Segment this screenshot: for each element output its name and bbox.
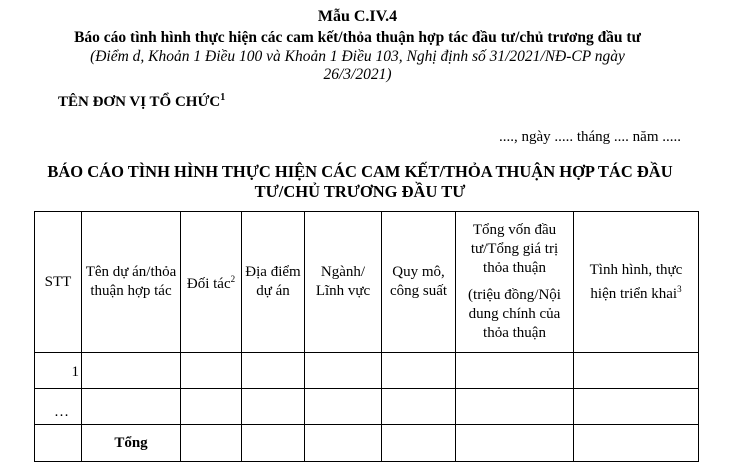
footnote-1: 1 — [220, 92, 226, 103]
status-text: Tình hình, thực hiện triển khai — [589, 261, 683, 302]
cell — [242, 389, 305, 425]
form-title: Báo cáo tình hình thực hiện các cam kết/thỏa thuận hợp tác đầu tư/chủ trương đầu tư — [74, 29, 641, 46]
row-stt: 1 — [35, 353, 82, 389]
cell — [456, 389, 574, 425]
header-status — [574, 212, 699, 353]
cell — [305, 425, 382, 462]
header-scale: Quy mô, công suất — [382, 212, 456, 353]
cell — [82, 389, 181, 425]
header-row — [35, 212, 699, 353]
cell — [181, 353, 242, 389]
partner-text: Đối tác — [186, 276, 231, 292]
cell — [242, 353, 305, 389]
header-name: Tên dự án/thỏa thuận hợp tác — [82, 212, 181, 353]
table-row — [35, 353, 699, 389]
cell — [574, 353, 699, 389]
org-name — [58, 92, 225, 111]
cell — [181, 389, 242, 425]
cell — [242, 425, 305, 462]
cell — [82, 353, 181, 389]
date-line: ...., ngày ..... tháng .... năm ..... — [498, 129, 681, 145]
total-label: Tổng — [82, 425, 181, 462]
cell — [35, 425, 82, 462]
report-table — [34, 211, 699, 462]
table-row — [35, 389, 699, 425]
cell — [456, 425, 574, 462]
header-capital — [456, 212, 574, 353]
legal-basis: (Điểm d, Khoản 1 Điều 100 và Khoản 1 Điều 103, Nghị định số 31/2021/NĐ-CP ngày 26/3/2021) — [90, 48, 625, 83]
capital-text: Tổng vốn đầu tư/Tổng giá trị thỏa thuận — [470, 222, 559, 276]
total-row — [35, 425, 699, 462]
cell — [305, 389, 382, 425]
capital-unit: (triệu đồng/Nội dung chính của thỏa thuận — [468, 287, 561, 341]
cell — [574, 389, 699, 425]
row-stt: … — [35, 389, 82, 425]
footnote-3: 3 — [677, 283, 682, 294]
cell — [574, 425, 699, 462]
header-sector: Ngành/ Lĩnh vực — [305, 212, 382, 353]
cell — [382, 425, 456, 462]
cell — [456, 353, 574, 389]
cell — [382, 389, 456, 425]
footnote-2: 2 — [230, 274, 236, 284]
header-location: Địa điểm dự án — [242, 212, 305, 353]
header-stt: STT — [35, 212, 82, 353]
cell — [382, 353, 456, 389]
header-partner — [181, 212, 242, 353]
report-title: BÁO CÁO TÌNH HÌNH THỰC HIỆN CÁC CAM KẾT/THỎA THUẬN HỢP TÁC ĐẦU TƯ/CHỦ TRƯƠNG ĐẦU TƯ — [47, 162, 673, 201]
cell — [181, 425, 242, 462]
cell — [305, 353, 382, 389]
form-code: Mẫu C.IV.4 — [317, 8, 398, 25]
org-name-text: TÊN ĐƠN VỊ TỔ CHỨC — [58, 94, 221, 110]
